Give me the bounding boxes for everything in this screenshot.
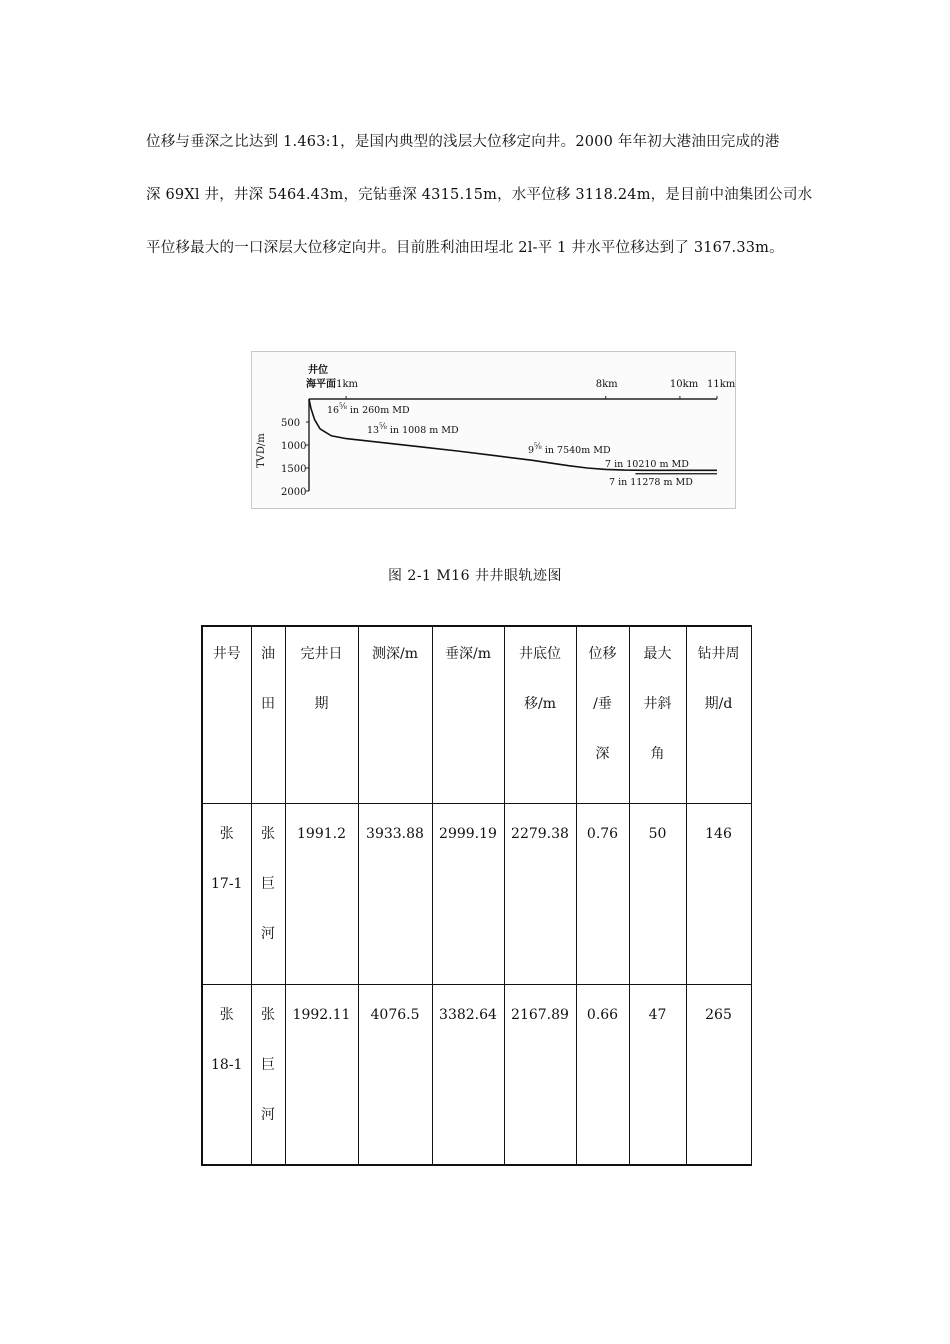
column-header [432, 626, 504, 803]
cell-line: 油 [261, 646, 275, 662]
cell-line: 0.66 [586, 1006, 619, 1023]
cell-line: 0.76 [586, 825, 619, 842]
cell-line: 巨 [261, 1056, 275, 1073]
table-cell [686, 984, 751, 1165]
cell-line: 2999.19 [439, 825, 497, 842]
cell-line: 47 [648, 1006, 667, 1023]
cell-line: 巨 [261, 875, 275, 892]
cell-line: 张 [261, 1006, 275, 1023]
table-cell [251, 984, 285, 1165]
casing-label-13in: $13^{\frac{5}{8}}$ in 1008 m MD [367, 422, 459, 436]
cell-line: 位移 [588, 646, 617, 662]
table-cell [629, 803, 686, 984]
y-tick-label: 500 [281, 418, 301, 429]
column-header [202, 626, 251, 803]
cell-line: 18-1 [211, 1056, 243, 1073]
trajectory-chart [252, 352, 735, 508]
x-tick-label: 11km [707, 379, 735, 390]
cell-line: 4076.5 [370, 1006, 420, 1023]
cell-line: 深 [595, 746, 610, 762]
cell-line: 1991.2 [297, 825, 346, 842]
cell-line: 张 [219, 1006, 234, 1023]
cell-line: 2167.89 [511, 1006, 569, 1023]
cell-line: 50 [648, 825, 667, 842]
column-header [251, 626, 285, 803]
table-cell [504, 803, 576, 984]
cell-line: 测深/m [372, 646, 418, 662]
cell-line: 钻井周 [697, 646, 740, 662]
well-trajectory-figure [251, 351, 736, 509]
x-tick-label: 10km [669, 379, 699, 390]
cell-line: 河 [261, 925, 275, 942]
cell-line: 3933.88 [366, 825, 424, 842]
cell-line: 完井日 [300, 646, 343, 662]
casing-label-16in: $16^{\frac{5}{8}}$ in 260m MD [327, 402, 410, 416]
table-row [202, 984, 751, 1165]
cell-line: 265 [705, 1006, 732, 1023]
x-tick-label: 8km [595, 379, 618, 390]
casing-label-9in: $9^{\frac{5}{8}}$ in 7540m MD [528, 442, 611, 456]
column-header [504, 626, 576, 803]
table-cell [285, 803, 358, 984]
y-tick-label: 1000 [281, 441, 307, 452]
table-cell [285, 984, 358, 1165]
cell-line: 张 [261, 825, 275, 842]
column-header [285, 626, 358, 803]
table-cell [686, 803, 751, 984]
table-cell [358, 984, 432, 1165]
cell-line: 17-1 [211, 875, 243, 892]
table-row [202, 803, 751, 984]
cell-line: 垂深/m [445, 646, 491, 662]
table-cell [202, 984, 251, 1165]
cell-line: 146 [705, 825, 732, 842]
cell-line: 期 [314, 696, 329, 712]
table-cell [202, 803, 251, 984]
table-cell [504, 984, 576, 1165]
paragraph-line: 位移与垂深之比达到 1.463:1，是国内典型的浅层大位移定向井。2000 年年初大港油田完成的港 [146, 134, 780, 150]
table-cell [576, 984, 629, 1165]
y-tick-label: 1500 [281, 464, 307, 475]
column-header [358, 626, 432, 803]
table-cell [576, 803, 629, 984]
well-position-label: 井位 [308, 365, 328, 376]
column-header [686, 626, 751, 803]
cell-line: 3382.64 [439, 1006, 497, 1023]
cell-line: 期/d [704, 696, 733, 712]
cell-line: 河 [261, 1106, 275, 1123]
cell-line: 最大 [643, 646, 672, 662]
cell-line: 张 [219, 825, 234, 842]
cell-line: 井底位 [519, 646, 561, 662]
y-axis-label: TVD/m [256, 433, 267, 468]
paragraph-line: 深 69Xl 井，井深 5464.43m，完钻垂深 4315.15m，水平位移 3118.24m，是目前中油集团公司水 [146, 187, 813, 203]
column-header [629, 626, 686, 803]
body-paragraph [146, 128, 816, 287]
figure-caption: 图 2-1 M16 井井眼轨迹图 [387, 568, 563, 584]
cell-line: 井号 [212, 646, 241, 662]
table-cell [629, 984, 686, 1165]
table-cell [432, 803, 504, 984]
x-tick-label: 1km [336, 379, 358, 390]
cell-line: /垂 [593, 696, 612, 712]
table-cell [432, 984, 504, 1165]
y-tick-label: 2000 [281, 487, 307, 498]
cell-line: 2279.38 [511, 825, 569, 842]
table-header-row [202, 626, 751, 803]
casing-label-7in-10210: 7 in 10210 m MD [605, 459, 689, 470]
cell-line: 1992.11 [292, 1006, 351, 1023]
column-header [576, 626, 629, 803]
cell-line: 角 [650, 746, 665, 762]
table-cell [251, 803, 285, 984]
cell-line: 田 [261, 696, 275, 712]
table-cell [358, 803, 432, 984]
sea-level-label: 海平面 [306, 379, 336, 390]
cell-line: 移/m [524, 696, 556, 712]
cell-line: 井斜 [643, 696, 672, 712]
paragraph-line: 平位移最大的一口深层大位移定向井。目前胜利油田埕北 2l-平 1 井水平位移达到了 3167.33m。 [146, 240, 784, 256]
casing-label-7in-11278: 7 in 11278 m MD [609, 477, 693, 488]
well-data-table [201, 625, 752, 1166]
